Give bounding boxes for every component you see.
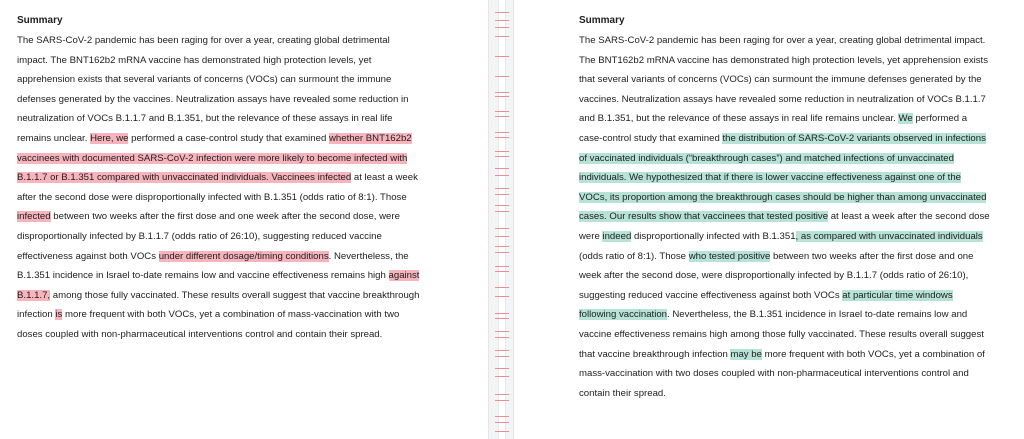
diff-marker (495, 422, 509, 423)
diff-marker (495, 132, 509, 133)
diff-marker (495, 36, 509, 37)
inserted-text: may be (730, 348, 762, 360)
diff-marker (495, 205, 509, 206)
diff-marker (495, 236, 509, 237)
diff-marker (495, 92, 509, 93)
deleted-text: infected (17, 211, 51, 223)
diff-gutter (488, 0, 514, 439)
diff-marker (495, 168, 509, 169)
text-segment: . Nevertheless, the B.1.351 incidence in Israel to-date remains low and vaccine effectiveness remains high (17, 250, 409, 282)
diff-marker (495, 246, 509, 247)
diff-marker (495, 394, 509, 395)
inserted-text: who tested positive (688, 250, 771, 262)
diff-marker (495, 368, 509, 369)
text-segment: . Nevertheless, the B.1.351 incidence in Israel to-date remains low and vaccine effectiveness remains high among those fully vaccinated. These results overall suggest that vaccine breakthrough infection (579, 309, 984, 360)
diff-marker (495, 156, 509, 157)
deleted-text: against B.1.1.7, (17, 270, 420, 301)
diff-marker (495, 96, 509, 97)
text-segment: between two weeks after the first dose and one week after the second dose, were disproportionally infected by B.1.1.7 (odds ratio of 26:10), suggesting reduced vaccine effectiveness against both VOCs (17, 211, 400, 262)
diff-marker (495, 376, 509, 377)
diff-marker (495, 431, 509, 432)
diff-marker (495, 337, 509, 338)
diff-marker (495, 416, 509, 417)
deleted-text: Here, we (90, 132, 129, 144)
diff-marker (495, 27, 509, 28)
diff-marker (495, 400, 509, 401)
diff-marker (495, 266, 509, 267)
diff-marker (495, 56, 509, 57)
text-segment: more frequent with both VOCs, yet a combination of mass-vaccination with two doses coupled with non-pharmaceutical interventions control and contain their spread. (17, 309, 400, 340)
summary-heading: Summary (579, 15, 625, 26)
diff-marker (495, 188, 509, 189)
text-segment: more frequent with both VOCs, yet a combination of mass-vaccination with two doses coupled with non-pharmaceutical interventions control and contain their spread. (579, 348, 985, 399)
diff-marker (495, 318, 509, 319)
diff-marker (495, 175, 509, 176)
inserted-text: at particular time windows following vaccination (579, 289, 953, 321)
inserted-text: the distribution of SARS-CoV-2 variants observed in infections of vaccinated individuals (“breakthrough cases”) and matched infections of unvaccinated individuals. We hypothesized that if there is lower vaccine effectiveness against one of the VOCs, its proportion among the breakthrough cases should be higher than among unvaccinated cases. Our results show that vaccinees that tested positive (579, 132, 987, 223)
text-segment: at least a week after the second dose were disproportionally infected with B.1.351 (odds ratio of 8:1). Those (17, 172, 418, 203)
diff-marker (495, 287, 509, 288)
summary-paragraph (17, 31, 422, 345)
diff-marker (495, 111, 509, 112)
diff-marker (495, 313, 509, 314)
diff-marker (495, 228, 509, 229)
text-segment: (odds ratio of 8:1). Those (579, 250, 689, 262)
text-segment: among those fully vaccinated. These results overall suggest that vaccine breakthrough infection (17, 289, 420, 321)
text-segment: The SARS-CoV-2 pandemic has been raging for over a year, creating global detrimental impact. The BNT162b2 mRNA vaccine has demonstrated high protection levels, yet apprehension exists that several variants of concerns (VOCs) can surmount the immune defenses generated by the vaccines. Neutralization assays have revealed some reduction in neutralization of VOCs B.1.1.7 and B.1.351, but the relevance of these assays in real life remains unclear. (17, 35, 409, 144)
text-segment: The SARS-CoV-2 pandemic has been raging for over a year, creating global detrimental impact. The BNT162b2 mRNA vaccine has demonstrated high protection levels, yet apprehension exists that several variants of concerns (VOCs) can surmount the immune defenses generated by the vaccines. Neutralization assays have revealed some reduction in neutralization of VOCs B.1.1.7 and B.1.351, but the relevance of these assays in real life remains unclear. (579, 35, 989, 125)
summary-paragraph (579, 31, 991, 403)
original-text-pane (0, 0, 488, 439)
text-segment: between two weeks after the first dose and one week after the second dose, were disproportionally infected by B.1.1.7 (odds ratio of 26:10), suggesting reduced vaccine effectiveness against both VOCs (579, 250, 974, 301)
diff-marker (495, 252, 509, 253)
revised-text-pane (514, 0, 1024, 439)
deleted-text: whether BNT162b2 vaccinees with documented SARS-CoV-2 infection were more likely to become infected with B.1.1.7 or B.1.351 compared with unvaccinated individuals. Vaccinees infected (17, 132, 412, 184)
diff-marker (495, 76, 509, 77)
diff-scroll-rail[interactable] (498, 0, 506, 439)
diff-marker (495, 350, 509, 351)
text-segment: performed a case-control study that examined (579, 113, 968, 144)
diff-marker (495, 331, 509, 332)
diff-marker (495, 12, 509, 13)
inserted-text: , as compared with unvaccinated individuals (795, 230, 983, 242)
inserted-text: We (898, 113, 913, 125)
diff-marker (495, 296, 509, 297)
text-segment: performed a case-control study that examined (128, 132, 329, 144)
deleted-text: under different dosage/timing conditions (158, 250, 329, 262)
diff-marker (495, 356, 509, 357)
diff-marker (495, 271, 509, 272)
diff-marker (495, 194, 509, 195)
summary-heading: Summary (17, 15, 63, 26)
deleted-text: is (55, 309, 63, 321)
text-segment: disproportionally infected with B.1.351 (631, 230, 796, 242)
diff-marker (495, 116, 509, 117)
diff-marker (495, 137, 509, 138)
diff-marker (495, 151, 509, 152)
inserted-text: indeed (602, 230, 632, 242)
text-segment: at least a week after the second dose were (579, 211, 990, 242)
diff-marker (495, 20, 509, 21)
diff-marker (495, 211, 509, 212)
